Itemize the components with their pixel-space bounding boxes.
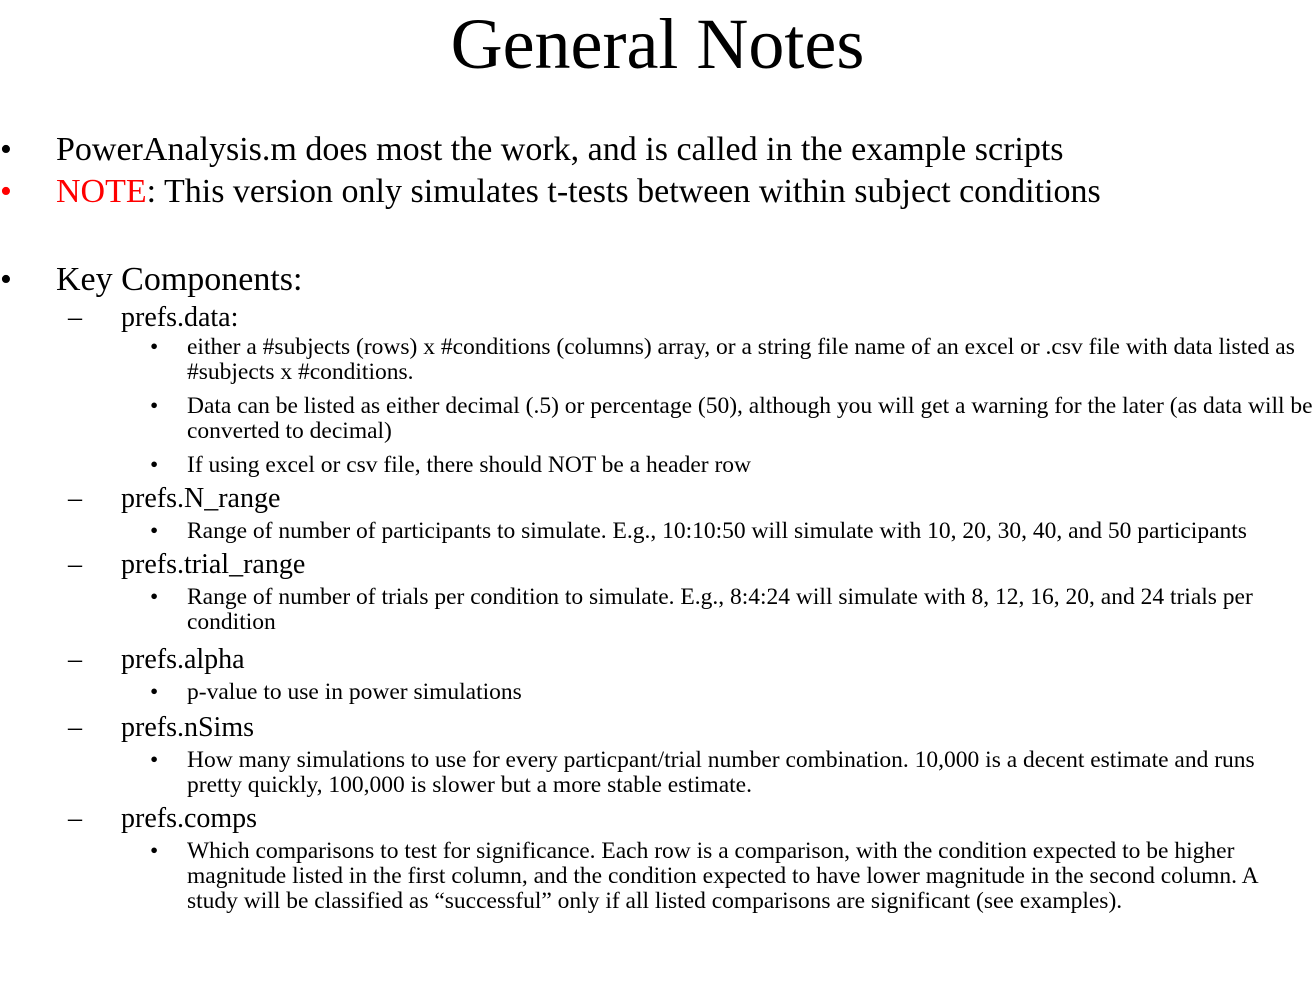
- param-detail: [0, 394, 1315, 444]
- param-name: prefs.trial_range: [121, 549, 306, 580]
- bullet-intro: [0, 129, 1315, 171]
- note-text: : This version only simulates t-tests between within subject conditions: [146, 173, 1101, 210]
- dash-icon: –: [68, 302, 82, 333]
- param-n-range: [0, 482, 1315, 516]
- dash-icon: –: [68, 803, 82, 834]
- detail-text: If using excel or csv file, there should NOT be a header row: [187, 452, 752, 478]
- param-name: prefs.data:: [121, 302, 239, 333]
- param-data: [0, 301, 1315, 335]
- detail-text: Range of number of trials per condition to simulate. E.g., 8:4:24 will simulate with 8, 12, 16, 20, and 24 trials per condition: [187, 584, 1253, 635]
- bullet-note: [0, 171, 1315, 213]
- detail-text: either a #subjects (rows) x #conditions (columns) array, or a string file name of an excel or .csv file with data listed as #subjects x #conditions.: [187, 334, 1295, 385]
- bullet-icon: •: [150, 518, 159, 544]
- key-components-heading: Key Components:: [56, 261, 303, 298]
- param-detail: [0, 839, 1315, 914]
- bullet-icon: •: [150, 679, 159, 705]
- bullet-icon: •: [0, 173, 12, 210]
- param-alpha: [0, 643, 1315, 677]
- bullet-key-components: [0, 259, 1315, 301]
- param-detail: [0, 519, 1315, 544]
- detail-text: Range of number of participants to simulate. E.g., 10:10:50 will simulate with 10, 20, 30, 40, and 50 participants: [187, 518, 1247, 544]
- bullet-icon: •: [150, 393, 159, 419]
- dash-icon: –: [68, 483, 82, 514]
- param-detail: [0, 453, 1315, 478]
- param-name: prefs.comps: [121, 803, 258, 834]
- bullet-icon: •: [150, 838, 159, 864]
- detail-text: Data can be listed as either decimal (.5) or percentage (50), although you will get a warning for the later (as data will be converted to decimal): [187, 393, 1313, 444]
- param-trial-range: [0, 548, 1315, 582]
- detail-text: How many simulations to use for every particpant/trial number combination. 10,000 is a decent estimate and runs pretty quickly, 100,000 is slower but a more stable estimate.: [187, 747, 1255, 798]
- dash-icon: –: [68, 644, 82, 675]
- bullet-icon: •: [0, 261, 12, 298]
- bullet-icon: •: [150, 452, 159, 478]
- bullet-text: PowerAnalysis.m does most the work, and is called in the example scripts: [56, 131, 1064, 168]
- slide-title: General Notes: [450, 4, 865, 84]
- note-label: NOTE: [56, 173, 147, 210]
- param-comps: [0, 802, 1315, 836]
- bullet-icon: •: [150, 334, 159, 360]
- slide-content: [0, 129, 1315, 914]
- param-nsims: [0, 711, 1315, 745]
- param-detail: [0, 680, 1315, 705]
- dash-icon: –: [68, 712, 82, 743]
- bullet-icon: •: [150, 584, 159, 610]
- dash-icon: –: [68, 549, 82, 580]
- detail-text: p-value to use in power simulations: [187, 679, 522, 705]
- param-detail: [0, 335, 1315, 385]
- param-name: prefs.alpha: [121, 644, 245, 675]
- param-name: prefs.N_range: [121, 483, 281, 514]
- param-detail: [0, 748, 1315, 798]
- bullet-icon: •: [0, 131, 12, 168]
- param-name: prefs.nSims: [121, 712, 254, 743]
- detail-text: Which comparisons to test for significance. Each row is a comparison, with the condition expected to be higher magnitude listed in the first column, and the condition expected to have lower magnitude in the second column. A study will be classified as “successful” only if all listed comparisons are significant (see examples).: [187, 838, 1258, 914]
- bullet-icon: •: [150, 747, 159, 773]
- param-detail: [0, 585, 1315, 635]
